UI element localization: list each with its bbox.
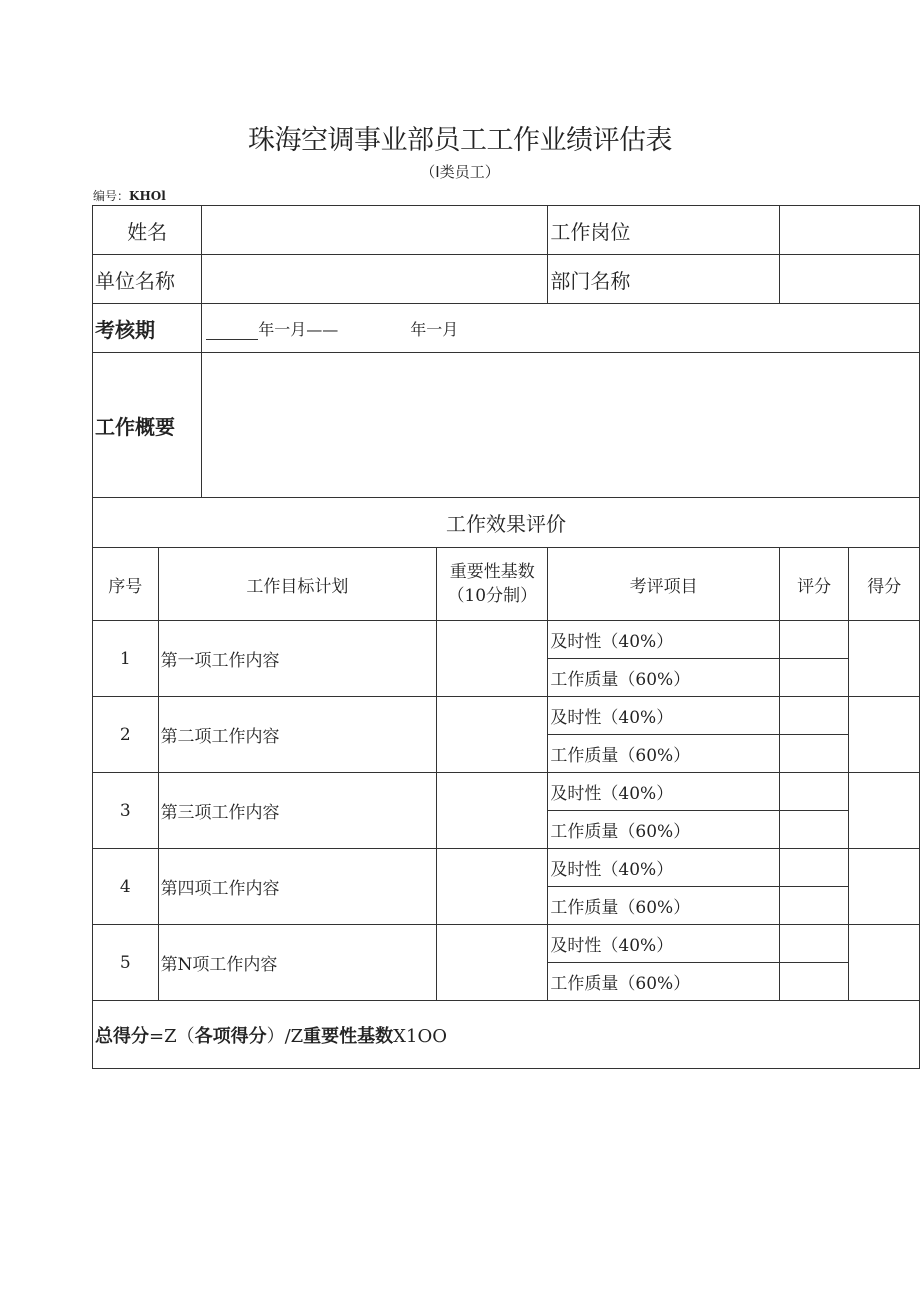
unit-label: 单位名称: [93, 255, 202, 304]
table-row: [93, 925, 920, 963]
row-plan: 第N项工作内容: [158, 925, 437, 1001]
period-field[interactable]: [202, 304, 920, 353]
form-code: [93, 187, 166, 204]
row-plan: 第三项工作内容: [158, 773, 437, 849]
table-row: [93, 849, 920, 887]
row-weight-field[interactable]: [437, 925, 548, 1001]
header-result: 得分: [849, 548, 920, 621]
row-seq: 4: [93, 849, 159, 925]
row-weight-field[interactable]: [437, 849, 548, 925]
period-label: 考核期: [93, 304, 202, 353]
row-score-field[interactable]: [779, 773, 849, 811]
dept-field[interactable]: [779, 255, 919, 304]
row-seq: 1: [93, 621, 159, 697]
form-title: 珠海空调事业部员工工作业绩评估表: [248, 125, 672, 156]
row-score-field[interactable]: [779, 659, 849, 697]
code-value: KHOl: [129, 189, 166, 203]
row-weight-field[interactable]: [437, 773, 548, 849]
table-row: [93, 697, 920, 735]
header-weight-line2: （10分制）: [447, 586, 538, 606]
row-seq: 3: [93, 773, 159, 849]
row-score-field[interactable]: [779, 735, 849, 773]
position-field[interactable]: [779, 206, 919, 255]
row-result-field[interactable]: [849, 925, 920, 1001]
row-weight-field[interactable]: [437, 697, 548, 773]
row-item-timeliness: 及时性（40%）: [548, 925, 780, 963]
period-start-blank[interactable]: [206, 321, 258, 340]
total-formula-c: ）/Z: [266, 1025, 304, 1047]
total-formula-e: X1OO: [393, 1025, 447, 1047]
row-result-field[interactable]: [849, 849, 920, 925]
row-item-quality: 工作质量（60%）: [548, 659, 780, 697]
row-score-field[interactable]: [779, 963, 849, 1001]
name-field[interactable]: [202, 206, 548, 255]
total-formula-a: =Z（: [149, 1025, 195, 1047]
row-result-field[interactable]: [849, 773, 920, 849]
total-formula-b: 各项得分: [194, 1025, 267, 1047]
name-label: 姓名: [93, 206, 202, 255]
header-score: 评分: [779, 548, 849, 621]
row-score-field[interactable]: [779, 849, 849, 887]
row-item-timeliness: 及时性（40%）: [548, 697, 780, 735]
code-label: 编号：: [93, 189, 130, 203]
row-seq: 2: [93, 697, 159, 773]
dept-label: 部门名称: [548, 255, 780, 304]
position-label: 工作岗位: [548, 206, 780, 255]
table-row: [93, 621, 920, 659]
header-item: 考评项目: [548, 548, 780, 621]
row-score-field[interactable]: [779, 925, 849, 963]
period-end: 年一月: [410, 319, 459, 339]
row-score-field[interactable]: [779, 811, 849, 849]
form-subtitle: （I类员工）: [420, 163, 500, 181]
row-plan: 第四项工作内容: [158, 849, 437, 925]
period-mid: 年一月——: [258, 319, 339, 339]
evaluation-table: [92, 205, 920, 1069]
row-plan: 第一项工作内容: [158, 621, 437, 697]
total-label: 总得分: [95, 1025, 149, 1047]
section-title: 工作效果评价: [93, 498, 920, 548]
row-item-quality: 工作质量（60%）: [548, 811, 780, 849]
header-weight: [437, 548, 548, 621]
summary-label: 工作概要: [93, 353, 202, 498]
table-row: [93, 773, 920, 811]
unit-field[interactable]: [202, 255, 548, 304]
row-item-timeliness: 及时性（40%）: [548, 773, 780, 811]
summary-field[interactable]: [202, 353, 920, 498]
row-item-timeliness: 及时性（40%）: [548, 621, 780, 659]
row-score-field[interactable]: [779, 621, 849, 659]
row-item-timeliness: 及时性（40%）: [548, 849, 780, 887]
row-score-field[interactable]: [779, 697, 849, 735]
row-seq: 5: [93, 925, 159, 1001]
row-item-quality: 工作质量（60%）: [548, 735, 780, 773]
row-result-field[interactable]: [849, 621, 920, 697]
row-weight-field[interactable]: [437, 621, 548, 697]
total-formula: [93, 1001, 920, 1069]
header-seq: 序号: [93, 548, 159, 621]
row-result-field[interactable]: [849, 697, 920, 773]
row-item-quality: 工作质量（60%）: [548, 963, 780, 1001]
total-formula-d: 重要性基数: [303, 1025, 394, 1047]
row-plan: 第二项工作内容: [158, 697, 437, 773]
row-item-quality: 工作质量（60%）: [548, 887, 780, 925]
row-score-field[interactable]: [779, 887, 849, 925]
header-weight-line1: 重要性基数: [449, 562, 535, 582]
header-plan: 工作目标计划: [158, 548, 437, 621]
